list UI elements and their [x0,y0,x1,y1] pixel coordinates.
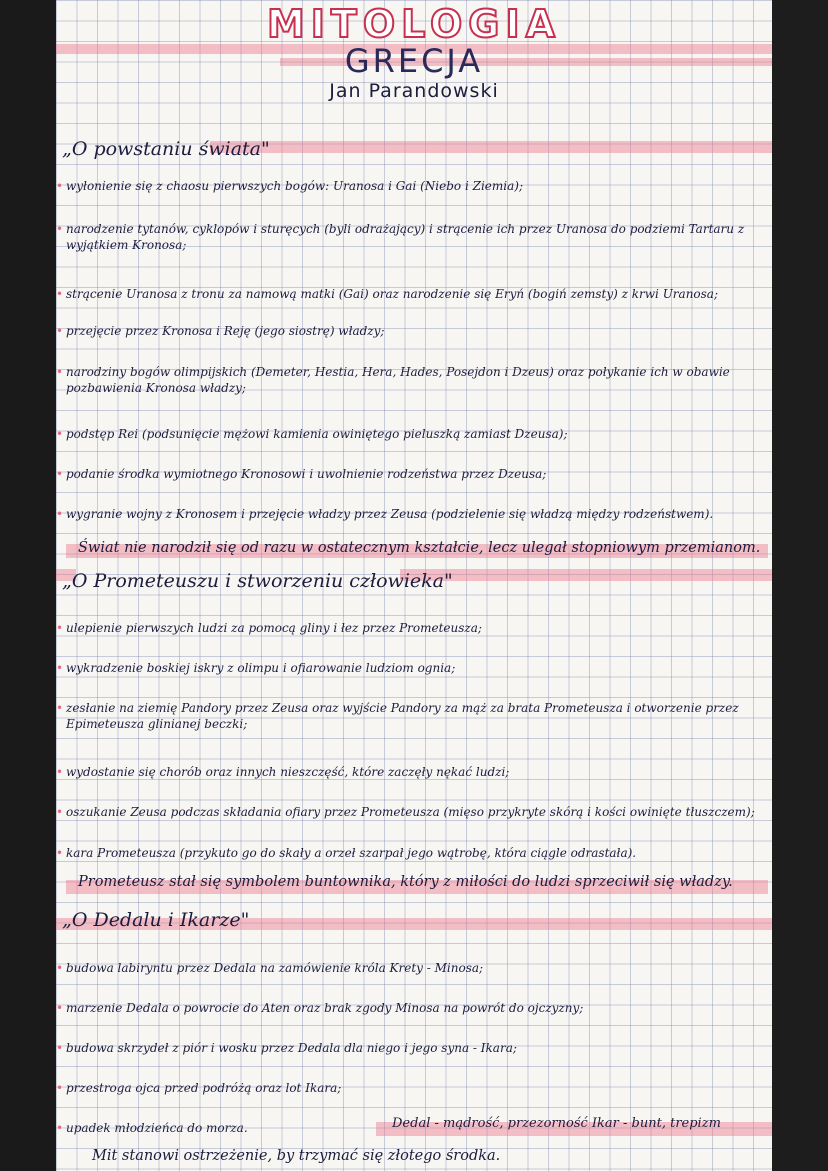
list-item: • przestroga ojca przed podróżą oraz lot Ikara; [66,1080,766,1096]
section-summary: Mit stanowi ostrzeżenie, by trzymać się złotego środka. [92,1148,501,1164]
list-item: • przejęcie przez Kronosa i Reję (jego siostrę) władzy; [66,323,766,339]
list-item: • oszukanie Zeusa podczas składania ofiary przez Prometeusza (mięso przykryte skórą i kości owinięte tłuszczem); [66,804,766,820]
author: Jan Parandowski [329,80,499,102]
right-background [772,0,828,1171]
list-item: • wyłonienie się z chaosu pierwszych bogów: Uranosa i Gai (Niebo i Ziemia); [66,178,766,194]
list-item: • narodzenie tytanów, cyklopów i sturęcych (byli odrażający) i strącenie ich przez Uranosa do podziemi Tartaru z wyjątkiem Kronosa; [66,221,766,253]
list-item: • podstęp Rei (podsunięcie mężowi kamienia owiniętego pieluszką zamiast Dzeusa); [66,426,766,442]
list-item: • budowa skrzydeł z piór i wosku przez Dedala dla niego i jego syna - Ikara; [66,1040,766,1056]
list-item: • budowa labiryntu przez Dedala na zamówienie króla Krety - Minosa; [66,960,766,976]
section-summary: Świat nie narodził się od razu w ostatecznym kształcie, lecz ulegał stopniowym przemianom. [78,540,761,556]
list-item: • kara Prometeusza (przykuto go do skały a orzeł szarpał jego wątrobę, która ciągle odrastała). [66,845,766,861]
list-item: • upadek młodzieńca do morza. [66,1120,326,1136]
page-subtitle: GRECJA [344,42,484,80]
list-item: • zesłanie na ziemię Pandory przez Zeusa oraz wyjście Pandory za mąż za brata Prometeusza i otworzenie przez Epimeteusza glinianej beczki; [66,700,766,732]
section-title: „O Prometeuszu i stworzeniu człowieka" [62,570,453,592]
section-title: „O Dedalu i Ikarze" [62,909,250,931]
list-item: • marzenie Dedala o powrocie do Aten oraz brak zgody Minosa na powrót do ojczyzny; [66,1000,766,1016]
page-title: MITOLOGIA [266,2,562,46]
section-summary: Prometeusz stał się symbolem buntownika, który z miłości do ludzi sprzeciwił się władzy. [78,874,733,890]
list-item: • wygranie wojny z Kronosem i przejęcie władzy przez Zeusa (podzielenie się władzą między rodzeństwem). [66,506,766,522]
list-item: • ulepienie pierwszych ludzi za pomocą gliny i łez przez Prometeusza; [66,620,766,636]
side-note: Dedal - mądrość, przezorność Ikar - bunt, trepizm [392,1116,721,1131]
list-item: • wydostanie się chorób oraz innych nieszczęść, które zaczęły nękać ludzi; [66,764,766,780]
section-highlight [210,141,772,153]
left-background [0,0,56,1171]
list-item: • podanie środka wymiotnego Kronosowi i uwolnienie rodzeństwa przez Dzeusa; [66,466,766,482]
list-item: • strącenie Uranosa z tronu za namową matki (Gai) oraz narodzenie się Eryń (bogiń zemsty) z krwi Uranosa; [66,286,766,302]
list-item: • wykradzenie boskiej iskry z olimpu i ofiarowanie ludziom ognia; [66,660,766,676]
section-highlight [400,569,772,581]
section-title: „O powstaniu świata" [62,138,270,160]
list-item: • narodziny bogów olimpijskich (Demeter, Hestia, Hera, Hades, Posejdon i Dzeus) oraz połykanie ich w obawie pozbawienia Kronosa władzy; [66,364,766,396]
